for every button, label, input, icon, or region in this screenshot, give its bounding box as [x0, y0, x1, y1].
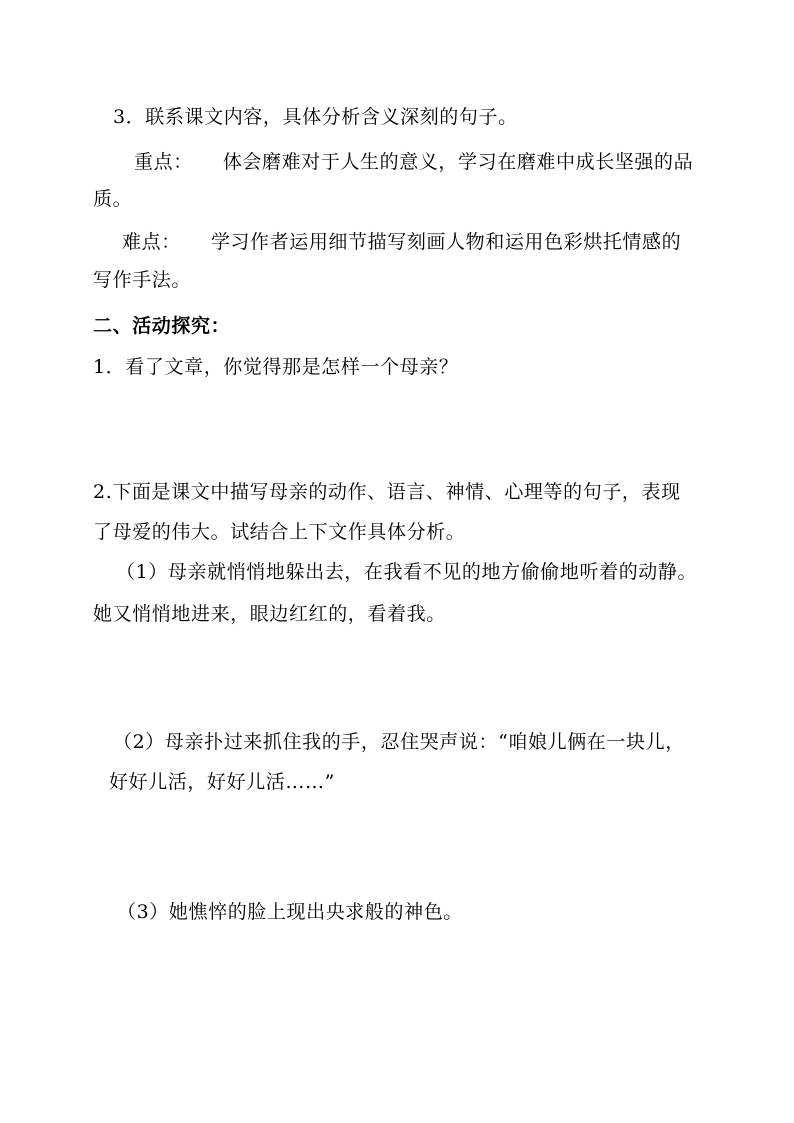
question-2-line-2: 了母爱的伟大。试结合上下文作具体分析。 — [93, 521, 466, 543]
sentence-1-line-2: 她又悄悄地进来，眼边红红的，看着我。 — [93, 603, 446, 625]
sentence-2-line-1: （2）母亲扑过来抓住我的手，忍住哭声说：“咱娘儿俩在一块儿， — [113, 731, 685, 753]
question-1: 1．看了文章，你觉得那是怎样一个母亲？ — [93, 356, 459, 378]
difficulty-text: 学习作者运用细节描写刻画人物和运用色彩烘托情感的 — [210, 231, 682, 253]
key-point-label: 重点： — [134, 151, 193, 173]
difficulty-line — [122, 230, 681, 254]
sentence-1-line-1: （1）母亲就悄悄地躲出去，在我看不见的地方偷偷地听着的动静。 — [116, 561, 698, 583]
sentence-3: （3）她憔悴的脸上现出央求般的神色。 — [117, 901, 463, 923]
goal-item-3: 3．联系课文内容，具体分析含义深刻的句子。 — [113, 106, 518, 128]
section-heading: 二、活动探究： — [93, 315, 231, 337]
question-2-line-1: 2.下面是课文中描写母亲的动作、语言、神情、心理等的句子，表现 — [93, 481, 681, 503]
difficulty-continuation: 写作手法。 — [93, 269, 192, 291]
difficulty-label: 难点： — [122, 231, 181, 253]
key-point-line — [134, 150, 693, 174]
sentence-2-line-2: 好好儿活，好好儿活……” — [109, 771, 335, 793]
key-point-text: 体会磨难对于人生的意义，学习在磨难中成长坚强的品 — [222, 151, 694, 173]
key-point-continuation: 质。 — [93, 188, 133, 210]
